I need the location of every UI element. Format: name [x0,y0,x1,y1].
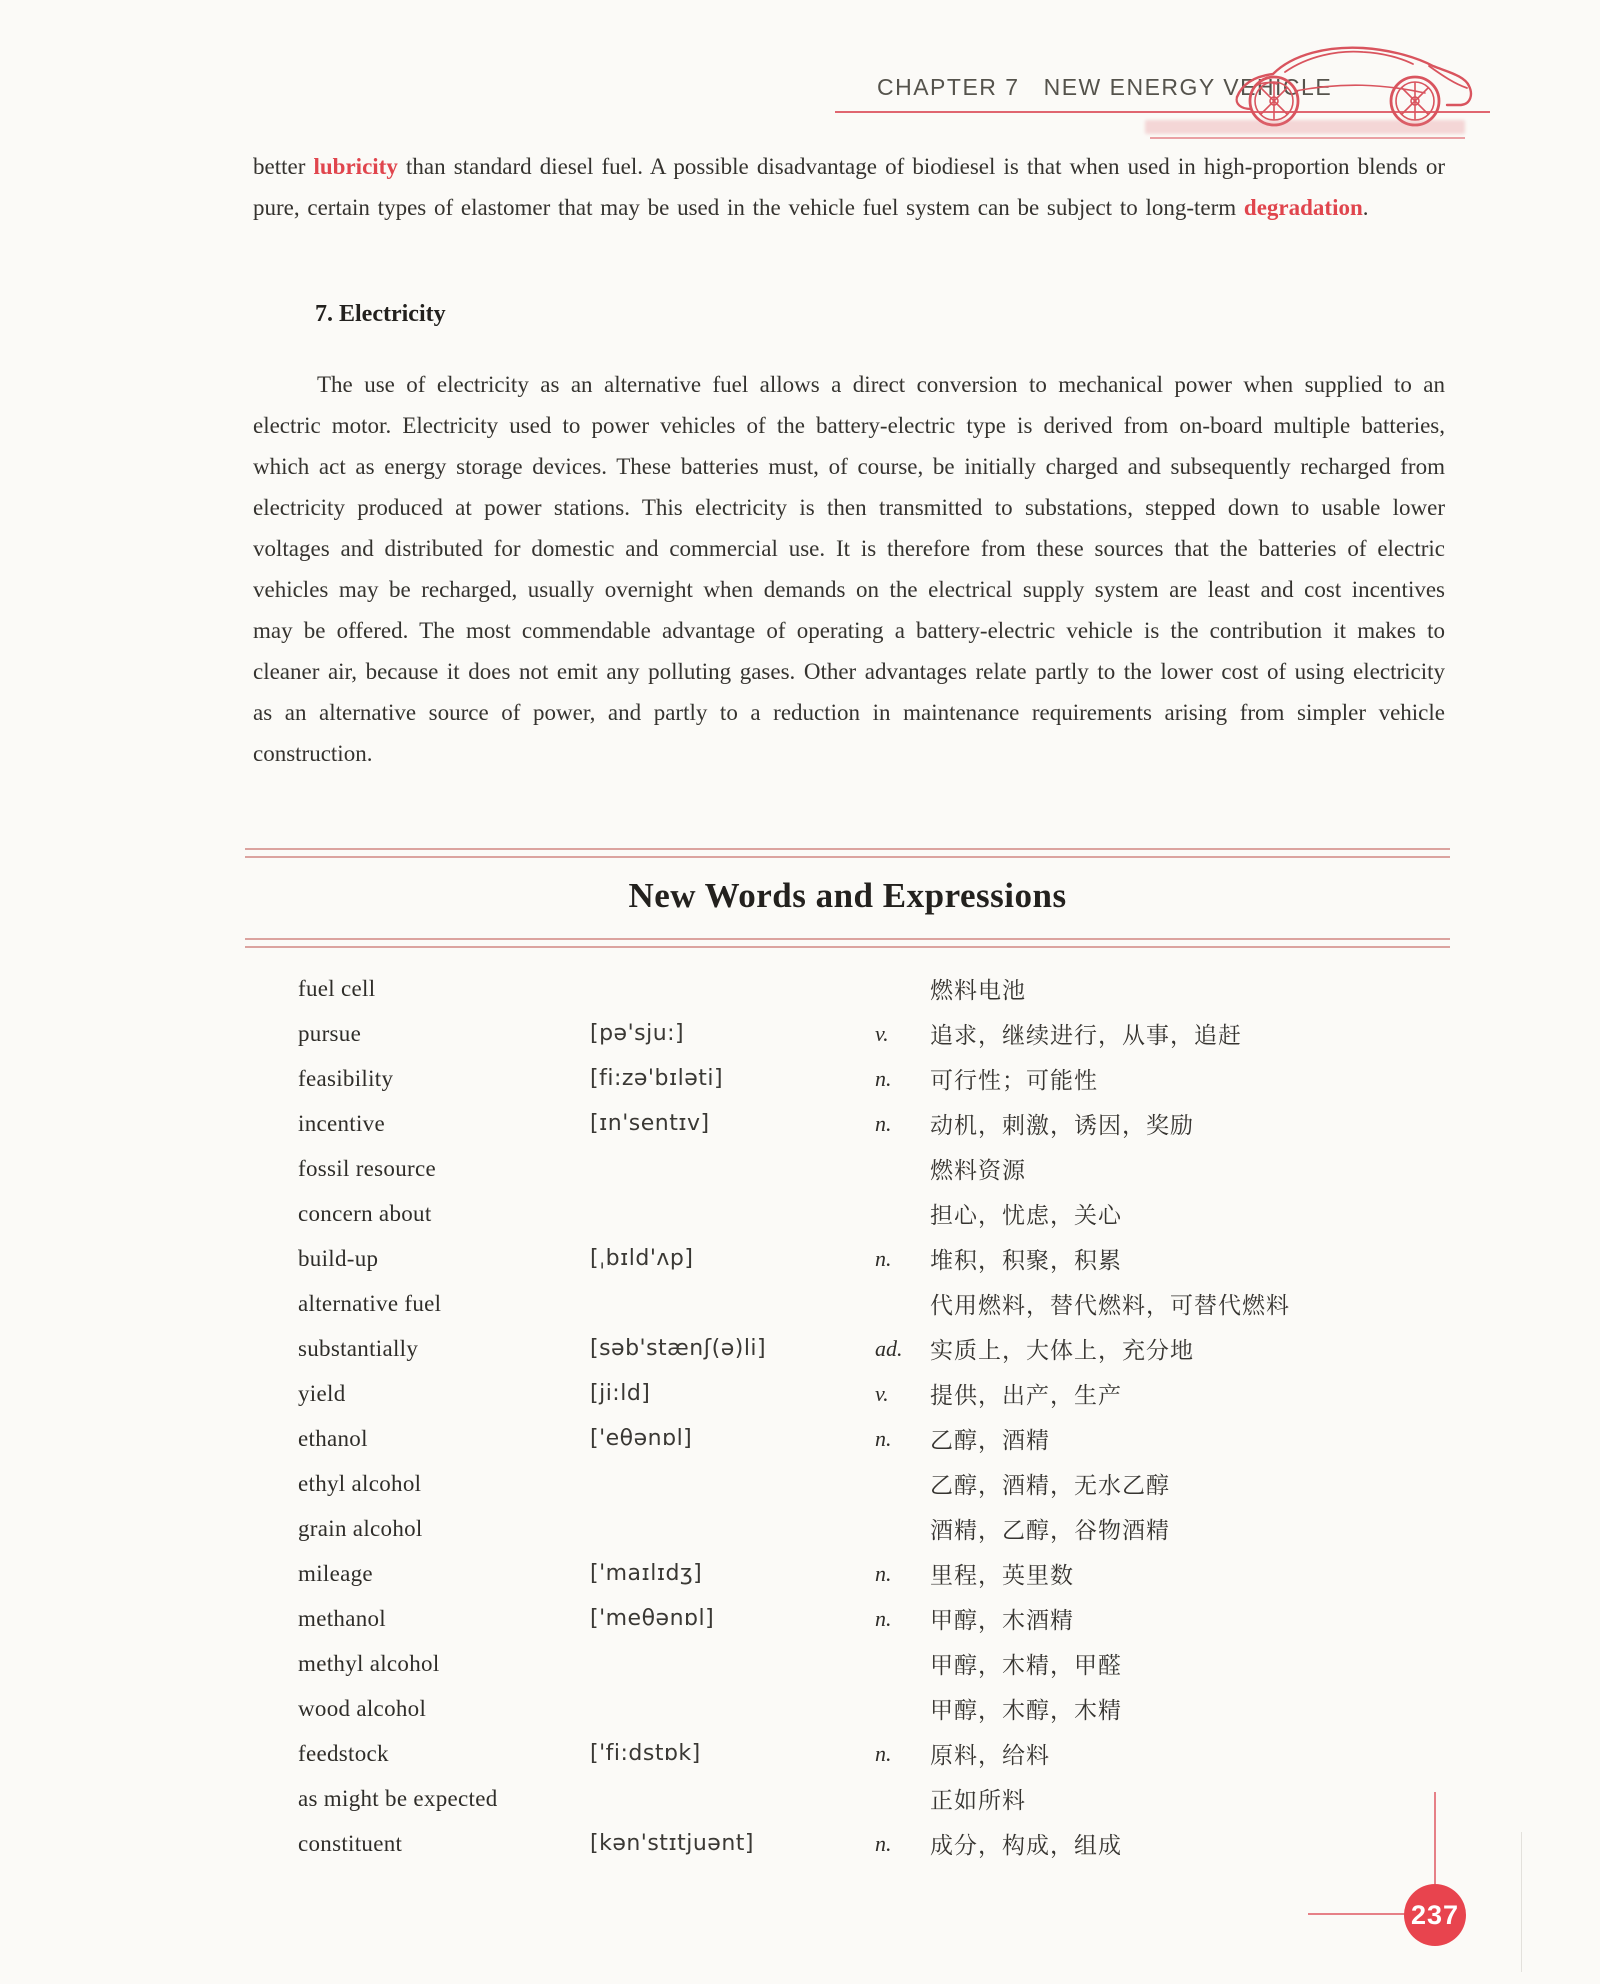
vocab-english-word: feedstock [298,1740,389,1766]
vocab-row [298,1236,1450,1281]
vocab-english-word: methyl alcohol [298,1650,440,1676]
chapter-number: CHAPTER 7 [877,74,1020,100]
vocab-english-word: pursue [298,1020,362,1046]
divider-bottom [245,938,1450,948]
vocab-chinese-translation: 动机，刺激，诱因，奖励 [930,1112,1194,1138]
vocab-part-of-speech: n. [875,1110,892,1136]
vocab-chinese-translation: 甲醇，木醇，木精 [930,1697,1122,1723]
vocab-row [298,966,1450,1011]
vocab-chinese-translation: 酒精，乙醇，谷物酒精 [930,1517,1170,1543]
chapter-title: NEW ENERGY VEHICLE [1043,74,1333,100]
intro-text: than standard diesel fuel. A possible disadvantage of biodiesel is that when used in high-proportion blends or pure, certain types of elastomer that may be used in the vehicle fuel system can be subject to long-term [253,154,1446,220]
vocab-english-word: alternative fuel [298,1290,442,1316]
page-number: 237 [1410,1899,1460,1930]
keyword-lubricity: lubricity [313,154,398,179]
vocab-part-of-speech: n. [875,1245,892,1271]
vocab-row [298,1326,1450,1371]
vocab-phonetic: [səb'stænʃ(ə)li] [590,1336,767,1361]
vocab-part-of-speech: n. [875,1740,892,1766]
divider-top [245,848,1450,858]
vocab-english-word: constituent [298,1830,403,1856]
vocab-english-word: incentive [298,1110,385,1136]
vocab-part-of-speech: n. [875,1830,892,1856]
sports-car-line-art-icon [1233,42,1478,127]
vocab-english-word: yield [298,1380,346,1406]
vocab-row [298,1731,1450,1776]
vocab-row [298,1371,1450,1416]
intro-text: better [253,154,314,179]
vocab-chinese-translation: 乙醇，酒精，无水乙醇 [930,1472,1170,1498]
vocab-chinese-translation: 里程，英里数 [930,1562,1074,1588]
electricity-paragraph: The use of electricity as an alternative fuel allows a direct conversion to mechanical power when supplied to an electric motor. Electricity used to power vehicles of the battery-electric type is derived from on-board multiple batteries, which act as energy storage devices. These batteries must, of course, be initially charged and subsequently recharged from electricity produced at power stations. This electricity is then transmitted to substations, stepped down to usable lower voltages and distributed for domestic and commercial use. It is therefore from these sources that the batteries of electric vehicles may be recharged, usually overnight when demands on the electrical supply system are least and cost incentives may be offered. The most commendable advantage of operating a battery-electric vehicle is the contribution it makes to cleaner air, because it does not emit any polluting gases. Other advantages relate partly to the lower cost of using electricity as an alternative source of power, and partly to a reduction in maintenance requirements arising from simpler vehicle construction. [253,372,1445,766]
vocab-row [298,1056,1450,1101]
vocab-phonetic: [kən'stɪtjuənt] [590,1831,754,1856]
vocab-phonetic: ['fi:dstɒk] [590,1741,701,1766]
vocab-row [298,1596,1450,1641]
vocab-row [298,1821,1450,1866]
vocab-english-word: wood alcohol [298,1695,427,1721]
vocab-english-word: fossil resource [298,1155,436,1181]
vocab-part-of-speech: v. [875,1020,889,1046]
vocab-english-word: fuel cell [298,975,376,1001]
vocab-chinese-translation: 成分，构成，组成 [930,1832,1122,1858]
intro-paragraph [253,146,1445,228]
vocab-phonetic: [ji:ld] [590,1381,651,1406]
vocab-phonetic: [ɪn'sentɪv] [590,1111,710,1136]
vocab-row [298,1506,1450,1551]
vocab-chinese-translation: 提供，出产，生产 [930,1382,1122,1408]
page-number-vertical-line [1434,1792,1436,1884]
vocab-list [298,966,1450,1866]
faded-banner-artifact [1145,120,1465,134]
vocab-english-word: concern about [298,1200,432,1226]
vocab-chinese-translation: 甲醇，木精，甲醛 [930,1652,1122,1678]
vocab-row [298,1101,1450,1146]
vocab-chinese-translation: 追求，继续进行，从事，追赶 [930,1022,1242,1048]
vocab-chinese-translation: 实质上，大体上，充分地 [930,1337,1194,1363]
vocab-english-word: feasibility [298,1065,394,1091]
page-number-horizontal-line [1308,1913,1405,1915]
vocab-part-of-speech: n. [875,1065,892,1091]
vocab-phonetic: [pə'sju:] [590,1021,685,1046]
vocab-row [298,1461,1450,1506]
vocab-english-word: methanol [298,1605,386,1631]
vocab-phonetic: ['maɪlɪdʒ] [590,1561,703,1586]
vocab-section-title: New Words and Expressions [628,876,1067,915]
vocab-english-word: grain alcohol [298,1515,423,1541]
keyword-degradation: degradation [1243,195,1363,220]
vocab-english-word: mileage [298,1560,373,1586]
vocab-english-word: ethanol [298,1425,368,1451]
section-heading-electricity: 7. Electricity [315,301,446,327]
vocab-chinese-translation: 原料，给料 [930,1742,1050,1768]
intro-text: . [1362,195,1369,220]
vocab-part-of-speech: n. [875,1605,892,1631]
vocab-row [298,1686,1450,1731]
vocab-phonetic: ['meθənɒl] [590,1606,715,1631]
vocab-english-word: substantially [298,1335,419,1361]
vocab-chinese-translation: 燃料电池 [930,977,1026,1003]
vocab-phonetic: [ˌbɪld'ʌp] [590,1246,694,1271]
vocab-row [298,1551,1450,1596]
vocab-part-of-speech: n. [875,1425,892,1451]
vocab-chinese-translation: 担心，忧虑，关心 [930,1202,1122,1228]
vocab-part-of-speech: v. [875,1380,889,1406]
page-number-badge [1404,1884,1466,1946]
vocab-row [298,1641,1450,1686]
vocab-chinese-translation: 甲醇，木酒精 [930,1607,1074,1633]
vocab-row [298,1281,1450,1326]
header-underline-2 [1150,137,1465,139]
vocab-row [298,1776,1450,1821]
vocab-english-word: as might be expected [298,1785,498,1811]
vocab-chinese-translation: 乙醇，酒精 [930,1427,1050,1453]
vocab-phonetic: [fi:zə'bɪləti] [590,1066,724,1091]
vocab-row [298,1146,1450,1191]
vocab-row [298,1416,1450,1461]
page-edge-artifact [1521,1832,1522,1972]
vocab-chinese-translation: 堆积，积聚，积累 [930,1247,1122,1273]
vocab-english-word: build-up [298,1245,379,1271]
vocab-chinese-translation: 燃料资源 [930,1157,1026,1183]
vocab-part-of-speech: ad. [875,1335,903,1361]
vocab-phonetic: ['eθənɒl] [590,1426,693,1451]
vocab-row [298,1011,1450,1056]
vocab-chinese-translation: 正如所料 [930,1787,1026,1813]
vocab-row [298,1191,1450,1236]
vocab-chinese-translation: 代用燃料，替代燃料，可替代燃料 [930,1292,1290,1318]
vocab-part-of-speech: n. [875,1560,892,1586]
vocab-english-word: ethyl alcohol [298,1470,422,1496]
vocab-chinese-translation: 可行性；可能性 [930,1067,1098,1093]
